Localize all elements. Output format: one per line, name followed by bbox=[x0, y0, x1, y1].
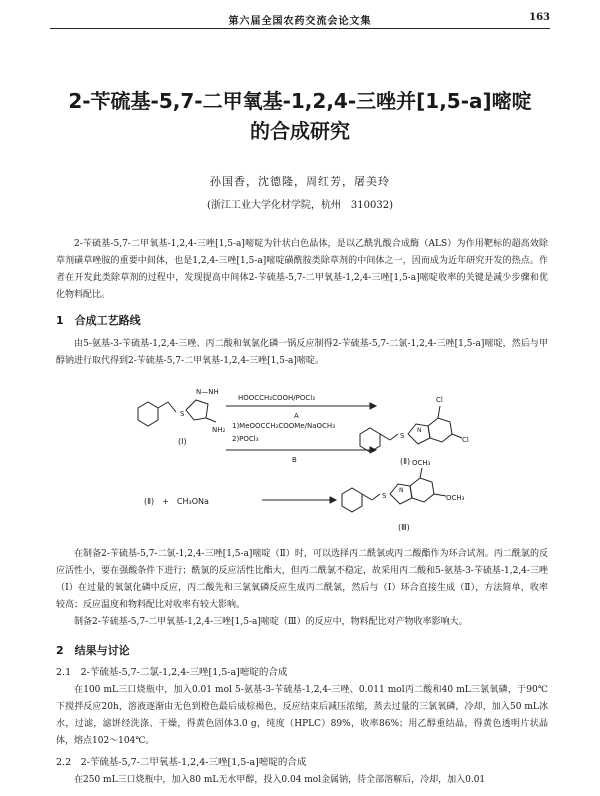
route-a-reagent: HOOCCH₂COOH/POCl₃ bbox=[238, 394, 316, 402]
compound-3-pyrimidine-ring bbox=[410, 478, 434, 502]
compound-3-label: (Ⅲ) bbox=[398, 523, 410, 532]
reaction-scheme bbox=[0, 378, 600, 538]
route-b-reagent-1: 1)MeOOCCH₂COOMe/NaOCH₃ bbox=[232, 422, 336, 430]
compound-3-nitrogen-label: N bbox=[399, 487, 404, 494]
paper-title-line2: 的合成研究 bbox=[250, 119, 350, 143]
route-b-reagent-2: 2)POCl₃ bbox=[232, 435, 259, 443]
compound-3-benzene-ring bbox=[342, 488, 362, 512]
compound-2-chlorine-top: Cl bbox=[436, 396, 443, 404]
compound-3-methoxy-top: OCH₃ bbox=[412, 459, 431, 467]
compound-1-triazole-ring bbox=[186, 400, 208, 420]
subsection-2-1-heading: 2.1 2-苄硫基-5,7-二氯-1,2,4-三唑[1,5-a]嘧啶的合成 bbox=[56, 667, 288, 678]
compound-3-sulfur-label: S bbox=[382, 492, 387, 500]
compound-1-nh-label: N—NH bbox=[196, 388, 219, 396]
paper-title bbox=[30, 86, 570, 146]
compound-2-pyrimidine-ring bbox=[428, 418, 452, 442]
compound-1-label: (Ⅰ) bbox=[178, 437, 187, 446]
author-affiliation: (浙江工业大学化材学院，杭州 310032) bbox=[207, 200, 393, 211]
discussion-paragraph-2: 制备2-苄硫基-5,7-二甲氧基-1,2,4-三唑[1,5-a]嘧啶（Ⅲ）的反应中，物料配比对产物收率影响大。 bbox=[74, 617, 468, 627]
discussion-paragraph: 在制备2-苄硫基-5,7-二氯-1,2,4-三唑[1,5-a]嘧啶（Ⅱ）时，可以选择丙二酰氯或丙二酸酯作为环合试剂。丙二酰氯的反应活性小，要在强酸条件下进行；酰氯的反应活性比酯大，但丙二酰氯不稳定，故采用丙二酸和5-氨基-3-苄硫基-1,2,4-三唑（Ⅰ）在过量的氧氯化磷中反应，丙二酸先和三氯氧磷反应生成丙二酰氯，然后与（Ⅰ）环合直接生成（Ⅱ），方法简单，收率较高；反应温度和物料配比对收率有较大影响。 bbox=[56, 549, 548, 610]
intro-paragraph: 2-苄硫基-5,7-二甲氧基-1,2,4-三唑[1,5-a]嘧啶为针状白色晶体，是以乙酰乳酸合成酶（ALS）为作用靶标的超高效除草剂磺草唑胺的重要中间体，也是1,2,4-三唑[1,5-a]嘧啶磺酰胺类除草剂的中间体之一，因而成为近年研究开发的热点。作者在开发此类除草剂的过程中，发现提高中间体2-苄硫基-5,7-二甲氧基-1,2,4-三唑[1,5-a]嘧啶收率的关键是减少步骤和优化物料配比。 bbox=[56, 239, 548, 300]
running-header bbox=[50, 10, 550, 29]
compound-2-nitrogen-label: N bbox=[417, 427, 422, 434]
compound-3-methoxy-right: OCH₃ bbox=[446, 494, 465, 502]
compound-1-benzene-ring bbox=[138, 402, 158, 426]
section-2-heading: 2 结果与讨论 bbox=[56, 644, 130, 657]
compound-2-sulfur-label: S bbox=[400, 432, 405, 440]
section-1-heading: 1 合成工艺路线 bbox=[56, 314, 141, 327]
section-1-paragraph: 由5-氨基-3-苄硫基-1,2,4-三唑、丙二酸和氧氯化磷一锅反应制得2-苄硫基-5,7-二氯-1,2,4-三唑[1,5-a]嘧啶，然后与甲醇钠进行取代得到2-苄硫基-5,7-二甲氧基-1,2,4-三唑[1,5-a]嘧啶。 bbox=[56, 339, 548, 366]
subsection-2-2-heading: 2.2 2-苄硫基-5,7-二甲氧基-1,2,4-三唑[1,5-a]嘧啶的合成 bbox=[56, 757, 307, 768]
subsection-2-1-paragraph: 在100 mL三口烧瓶中，加入0.01 mol 5-氨基-3-苄硫基-1,2,4-三唑、0.011 mol丙二酸和40 mL三氯氧磷，于90℃下搅拌反应20h，溶液逐渐由无色到橙色最后成棕褐色，反应结束后减压浓缩，蒸去过量的三氯氧磷，冷却，加入50 mL冰水，过滤，滤饼经洗涤、干燥，得黄色固体3.0 g，纯度（HPLC）89%，收率86%；用乙醇重结晶，得黄色透明片状晶体，熔点102～104℃。 bbox=[56, 685, 548, 746]
subsection-2-2-paragraph: 在250 mL三口烧瓶中，加入80 mL无水甲醇，投入0.04 mol金属钠，待全部溶解后，冷却，加入0.01 bbox=[74, 775, 486, 785]
paper-title-line1: 2-苄硫基-5,7-二甲氧基-1,2,4-三唑并[1,5-a]嘧啶 bbox=[68, 89, 532, 113]
page-number: 163 bbox=[529, 12, 550, 23]
running-title: 第六届全国农药交流会论文集 bbox=[228, 16, 372, 27]
compound-1-nh2-label: NH₂ bbox=[212, 426, 226, 434]
compound-1-sulfur-label: S bbox=[180, 410, 185, 418]
route-a-label: A bbox=[294, 412, 299, 420]
compound-2-chlorine-right: Cl bbox=[462, 436, 469, 444]
author-list: 孙国香，沈德隆，周红芳，屠美玲 bbox=[210, 175, 390, 188]
compound-2-label: (Ⅱ) bbox=[400, 457, 411, 466]
step-2-reactants: (Ⅱ) + CH₃ONa bbox=[144, 497, 209, 506]
route-b-label: B bbox=[292, 456, 297, 464]
